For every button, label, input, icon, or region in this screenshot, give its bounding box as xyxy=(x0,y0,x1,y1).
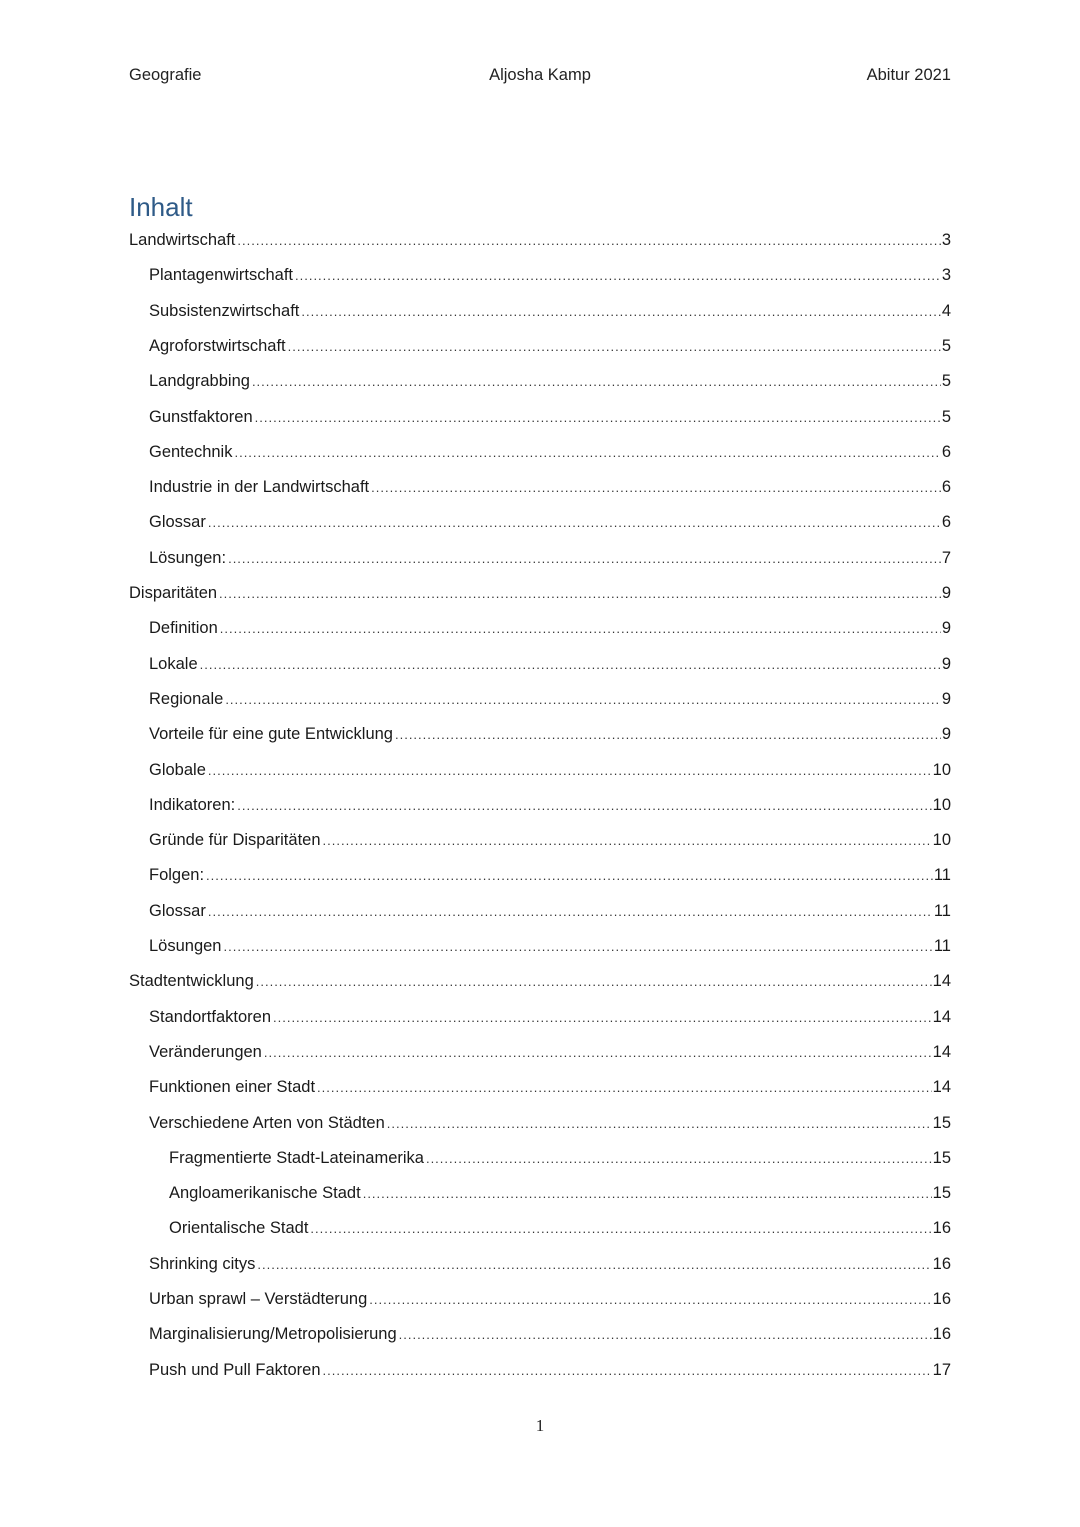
toc-entry[interactable] xyxy=(149,475,951,499)
toc-entry-page: 9 xyxy=(941,654,951,673)
toc-entry-page: 15 xyxy=(932,1148,951,1167)
toc-dot-leader xyxy=(228,547,941,571)
toc-dot-leader xyxy=(252,370,941,394)
toc-dot-leader xyxy=(371,476,941,500)
toc-entry-page: 9 xyxy=(941,619,951,638)
toc-dot-leader xyxy=(310,1217,931,1241)
toc-entry-page: 9 xyxy=(941,725,951,744)
toc-entry-title: Glossar xyxy=(149,901,206,920)
toc-entry[interactable] xyxy=(149,440,951,464)
toc-entry-title: Regionale xyxy=(149,689,224,708)
toc-dot-leader xyxy=(395,723,941,747)
toc-entry[interactable] xyxy=(149,1005,951,1029)
toc-dot-leader xyxy=(237,794,931,818)
toc-entry-page: 7 xyxy=(941,548,951,567)
toc-entry-page: 5 xyxy=(941,372,951,391)
toc-entry[interactable] xyxy=(149,758,951,782)
toc-dot-leader xyxy=(426,1147,932,1171)
toc-heading: Inhalt xyxy=(129,192,193,222)
toc-entry-title: Shrinking citys xyxy=(149,1254,256,1273)
toc-entry[interactable] xyxy=(149,1111,951,1135)
toc-dot-leader xyxy=(369,1288,931,1312)
toc-entry-page: 4 xyxy=(941,301,951,320)
toc-dot-leader xyxy=(399,1323,932,1347)
toc-dot-leader xyxy=(264,1041,932,1065)
toc-dot-leader xyxy=(387,1112,932,1136)
toc-entry-page: 9 xyxy=(941,689,951,708)
toc-entry-page: 16 xyxy=(932,1219,951,1238)
toc-entry[interactable] xyxy=(149,828,951,852)
toc-entry-title: Industrie in der Landwirtschaft xyxy=(149,478,370,497)
toc-entry-page: 16 xyxy=(932,1325,951,1344)
toc-entry-title: Gentechnik xyxy=(149,442,233,461)
toc-entry-title: Glossar xyxy=(149,513,206,532)
toc-entry[interactable] xyxy=(149,546,951,570)
toc-dot-leader xyxy=(323,829,932,853)
toc-entry[interactable] xyxy=(149,1040,951,1064)
toc-entry[interactable] xyxy=(149,863,951,887)
toc-entry-page: 15 xyxy=(932,1113,951,1132)
toc-entry-title: Funktionen einer Stadt xyxy=(149,1078,316,1097)
toc-entry-page: 6 xyxy=(941,478,951,497)
toc-entry-page: 14 xyxy=(932,1078,951,1097)
toc-entry-page: 14 xyxy=(932,972,951,991)
toc-dot-leader xyxy=(257,1253,931,1277)
toc-entry[interactable] xyxy=(169,1146,951,1170)
page-number: 1 xyxy=(535,1416,545,1435)
toc-entry-title: Fragmentierte Stadt-Lateinamerika xyxy=(169,1148,424,1167)
toc-dot-leader xyxy=(363,1182,932,1206)
page-header xyxy=(129,66,951,88)
toc-entry-title: Globale xyxy=(149,760,206,779)
toc-entry[interactable] xyxy=(129,969,951,993)
toc-entry-title: Definition xyxy=(149,619,218,638)
toc-dot-leader xyxy=(225,688,941,712)
toc-entry[interactable] xyxy=(149,722,951,746)
toc-entry[interactable] xyxy=(129,228,951,252)
toc-entry-page: 16 xyxy=(932,1254,951,1273)
toc-dot-leader xyxy=(224,935,933,959)
toc-entry-title: Lösungen: xyxy=(149,548,227,567)
toc-entry-title: Lokale xyxy=(149,654,198,673)
toc-entry-title: Veränderungen xyxy=(149,1042,262,1061)
toc-dot-leader xyxy=(237,229,940,253)
toc-entry[interactable] xyxy=(149,899,951,923)
toc-entry-title: Lösungen xyxy=(149,937,222,955)
toc-dot-leader xyxy=(206,864,933,888)
toc-dot-leader xyxy=(220,617,941,641)
toc-entry[interactable] xyxy=(149,263,951,287)
toc-entry-page: 6 xyxy=(941,513,951,532)
toc-entry-page: 14 xyxy=(932,1042,951,1061)
toc-dot-leader xyxy=(255,406,941,430)
toc-entry-page: 11 xyxy=(933,937,951,955)
toc-entry-title: Standortfaktoren xyxy=(149,1007,271,1026)
toc-entry[interactable] xyxy=(149,1358,951,1382)
toc-dot-leader xyxy=(301,300,940,324)
toc-dot-leader xyxy=(208,759,932,783)
header-subject: Geografie xyxy=(129,66,202,84)
toc-dot-leader xyxy=(317,1076,932,1100)
toc-entry-page: 11 xyxy=(933,901,951,920)
toc-entry-title: Indikatoren: xyxy=(149,795,236,814)
toc-entry[interactable] xyxy=(149,369,951,393)
toc-entry-title: Angloamerikanische Stadt xyxy=(169,1184,361,1203)
toc-entry-page: 10 xyxy=(932,795,951,814)
toc-entry[interactable] xyxy=(129,581,951,605)
toc-entry[interactable] xyxy=(149,1075,951,1099)
toc-dot-leader xyxy=(273,1006,932,1030)
toc-entry-title: Folgen: xyxy=(149,866,205,885)
toc-entry[interactable] xyxy=(149,793,951,817)
toc-dot-leader xyxy=(200,653,941,677)
toc-entry-title: Stadtentwicklung xyxy=(129,972,254,991)
toc-entry[interactable] xyxy=(169,1181,951,1205)
toc-entry-title: Urban sprawl – Verstädterung xyxy=(149,1290,368,1308)
toc-entry-page: 17 xyxy=(932,1360,951,1379)
toc-entry-title: Landgrabbing xyxy=(149,372,250,391)
toc-entry-page: 11 xyxy=(933,866,951,885)
toc-entry-title: Landwirtschaft xyxy=(129,231,236,249)
toc-entry[interactable] xyxy=(149,510,951,534)
toc-entry-page: 16 xyxy=(932,1290,951,1308)
toc-entry[interactable] xyxy=(149,934,951,958)
toc-entry[interactable] xyxy=(149,1322,951,1346)
toc-entry-page: 5 xyxy=(941,336,951,355)
toc-dot-leader xyxy=(256,970,932,994)
toc-entry-page: 9 xyxy=(941,584,951,602)
toc-entry-title: Agroforstwirtschaft xyxy=(149,336,286,355)
toc-entry-page: 15 xyxy=(932,1184,951,1203)
toc-entry[interactable] xyxy=(149,334,951,358)
toc-entry-page: 3 xyxy=(941,231,951,249)
toc-entry-title: Plantagenwirtschaft xyxy=(149,266,293,285)
toc-entry[interactable] xyxy=(149,299,951,323)
toc-dot-leader xyxy=(323,1359,932,1383)
toc-dot-leader xyxy=(219,582,941,606)
toc-entry[interactable] xyxy=(149,1252,951,1276)
toc-entry-page: 5 xyxy=(941,407,951,426)
toc-entry-page: 10 xyxy=(932,760,951,779)
toc-entry[interactable] xyxy=(149,1287,951,1311)
toc-dot-leader xyxy=(295,264,941,288)
toc-entry-page: 6 xyxy=(941,442,951,461)
header-exam: Abitur 2021 xyxy=(866,66,951,84)
toc-dot-leader xyxy=(208,511,941,535)
toc-entry[interactable] xyxy=(149,616,951,640)
header-author: Aljosha Kamp xyxy=(489,66,591,84)
toc-entry[interactable] xyxy=(149,652,951,676)
toc-entry-title: Gründe für Disparitäten xyxy=(149,831,321,850)
toc-entry[interactable] xyxy=(149,405,951,429)
toc-entry-title: Disparitäten xyxy=(129,584,218,602)
toc-entry-title: Vorteile für eine gute Entwicklung xyxy=(149,725,393,744)
toc-entry[interactable] xyxy=(149,687,951,711)
toc-entry-page: 14 xyxy=(932,1007,951,1026)
toc-entry-title: Verschiedene Arten von Städten xyxy=(149,1113,385,1132)
toc-entry-page: 3 xyxy=(941,266,951,285)
toc-entry[interactable] xyxy=(169,1216,951,1240)
toc-entry-title: Subsistenzwirtschaft xyxy=(149,301,300,320)
toc-entry-title: Push und Pull Faktoren xyxy=(149,1360,321,1379)
toc-entry-title: Marginalisierung/Metropolisierung xyxy=(149,1325,397,1344)
toc-dot-leader xyxy=(208,900,933,924)
toc-entry-page: 10 xyxy=(932,831,951,850)
toc-dot-leader xyxy=(288,335,941,359)
toc-entry-title: Orientalische Stadt xyxy=(169,1219,309,1238)
toc-entry-title: Gunstfaktoren xyxy=(149,407,253,426)
toc-dot-leader xyxy=(234,441,940,465)
